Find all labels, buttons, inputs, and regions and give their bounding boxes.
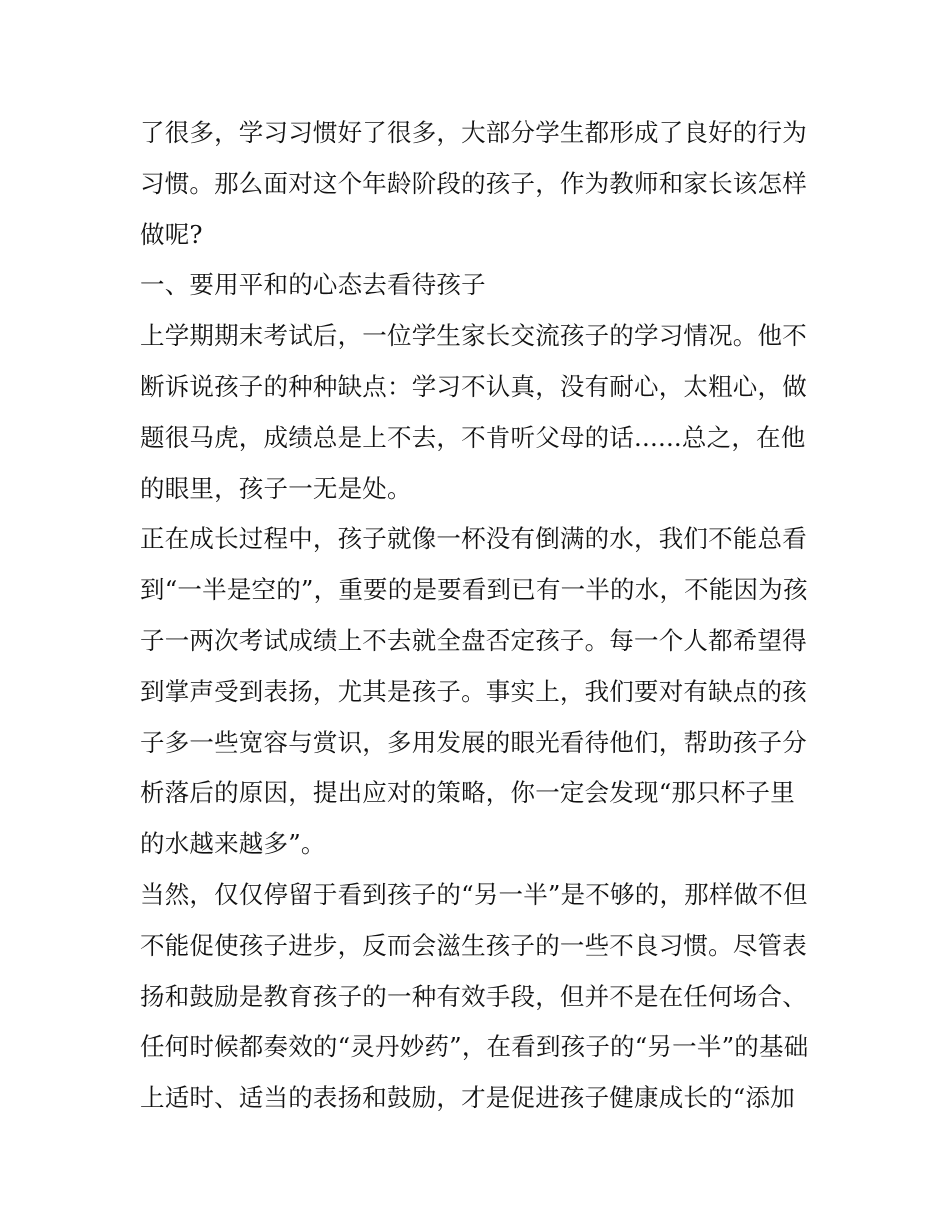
text-line-13: 子多一些宽容与赏识，多用发展的眼光看待他们，帮助孩子分 <box>140 727 807 757</box>
text-line-14: 析落后的原因，提出应对的策略，你一定会发现“那只杯子里 <box>140 778 795 808</box>
text-line-8: 的眼里，孩子一无是处。 <box>140 473 412 503</box>
text-line-18: 扬和鼓励是教育孩子的一种有效手段，但并不是在任何场合、 <box>140 981 807 1011</box>
document-body <box>140 108 812 1124</box>
text-line-17: 不能促使孩子进步，反而会滋生孩子的一些不良习惯。尽管表 <box>140 930 807 960</box>
text-line-11: 子一两次考试成绩上不去就全盘否定孩子。每一个人都希望得 <box>140 625 807 655</box>
text-line-7: 题很马虎，成绩总是上不去，不肯听父母的话......总之，在他 <box>140 422 806 452</box>
text-line-9: 正在成长过程中，孩子就像一杯没有倒满的水，我们不能总看 <box>140 524 807 554</box>
text-line-3: 做呢? <box>140 219 203 249</box>
text-line-20: 上适时、适当的表扬和鼓励，才是促进孩子健康成长的“添加 <box>140 1083 795 1113</box>
text-line-2: 习惯。那么面对这个年龄阶段的孩子，作为教师和家长该怎样 <box>140 168 807 198</box>
text-line-10: 到“一半是空的”，重要的是要看到已有一半的水，不能因为孩 <box>140 575 808 605</box>
text-line-16: 当然，仅仅停留于看到孩子的“另一半”是不够的，那样做不但 <box>140 879 808 909</box>
text-line-1: 了很多，学习习惯好了很多，大部分学生都形成了良好的行为 <box>140 118 807 147</box>
text-line-15: 的水越来越多”。 <box>140 829 326 859</box>
text-line-6: 断诉说孩子的种种缺点：学习不认真，没有耐心，太粗心，做 <box>140 371 807 401</box>
section-heading: 一、要用平和的心态去看待孩子 <box>140 270 486 300</box>
text-line-5: 上学期期末考试后，一位学生家长交流孩子的学习情况。他不 <box>140 321 807 351</box>
text-line-12: 到掌声受到表扬，尤其是孩子。事实上，我们要对有缺点的孩 <box>140 676 807 706</box>
text-line-19: 任何时候都奏效的“灵丹妙药”，在看到孩子的“另一半”的基础 <box>140 1032 809 1062</box>
